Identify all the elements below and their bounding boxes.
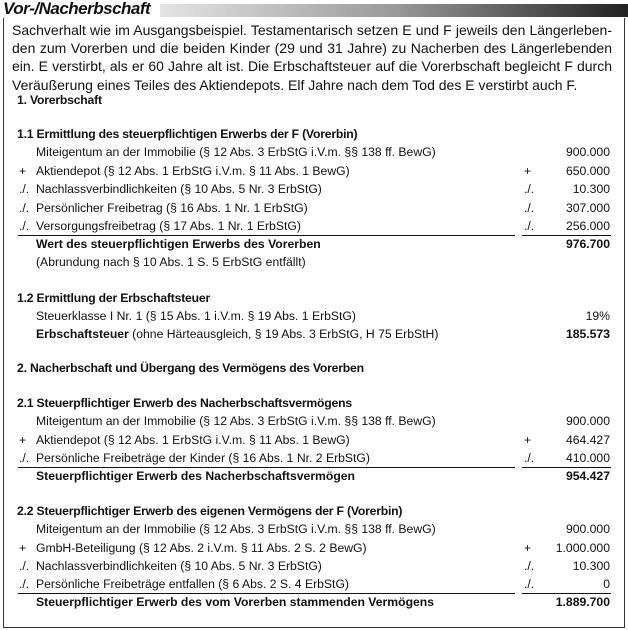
sign-left: ./. [19, 559, 30, 573]
row-label: Persönliche Freibeträge entfallen (§ 6 Abs. 2 S. 4 ErbStG) [36, 577, 349, 591]
table-row [0, 180, 628, 198]
page-title: Vor-/Nacherbschaft [3, 0, 151, 18]
sign-left: ./. [19, 201, 30, 215]
row-value: 410.000 [565, 451, 610, 465]
tax-row [0, 325, 628, 343]
total-value: 954.427 [565, 469, 610, 483]
sign-right: ./. [524, 219, 535, 233]
total-value: 1.889.700 [555, 595, 610, 609]
sign-right: ./. [524, 577, 535, 591]
table-row [0, 557, 628, 575]
subsection-heading: 2.2 Steuerpflichtiger Erwerb des eigenen Vermögens der F (Vorerbin) [17, 504, 403, 518]
table-row [0, 412, 628, 430]
sign-right: ./. [524, 559, 535, 573]
sign-left: + [19, 541, 27, 555]
sign-right: ./. [524, 182, 535, 196]
row-value: 650.000 [565, 164, 610, 178]
total-label: Steuerpflichtiger Erwerb des Nacherbschaftsvermögen [36, 469, 356, 483]
row-value: 1.000.000 [555, 541, 610, 555]
sign-left: ./. [19, 577, 30, 591]
row-value: 19% [585, 309, 610, 323]
row-label: Aktiendepot (§ 12 Abs. 1 ErbStG i.V.m. § 11 Abs. 1 BewG) [36, 164, 350, 178]
total-value: 976.700 [565, 237, 610, 251]
sign-left: + [19, 433, 27, 447]
total-label: Wert des steuerpflichtigen Erwerbs des Vorerben [36, 237, 321, 251]
row-label: Miteigentum an der Immobilie (§ 12 Abs. 3 ErbStG i.V.m. §§ 138 ff. BewG) [36, 522, 436, 536]
row-value: 0 [603, 577, 610, 591]
sign-left: ./. [19, 182, 30, 196]
sign-right: ./. [524, 201, 535, 215]
row-label: Miteigentum an der Immobilie (§ 12 Abs. 3 ErbStG i.V.m. §§ 138 ff. BewG) [36, 414, 436, 428]
row-label: Miteigentum an der Immobilie (§ 12 Abs. 3 ErbStG i.V.m. §§ 138 ff. BewG) [36, 145, 436, 159]
row-value: 256.000 [565, 219, 610, 233]
section-heading: 2. Nacherbschaft und Übergang des Vermögens des Vorerben [17, 361, 364, 375]
sign-left: ./. [19, 451, 30, 465]
note: (Abrundung nach § 10 Abs. 1 S. 5 ErbStG entfällt) [36, 255, 306, 269]
sign-right: + [524, 433, 532, 447]
table-row [0, 539, 628, 557]
table-row [0, 217, 628, 235]
row-value: 307.000 [565, 201, 610, 215]
section-heading: 1. Vorerbschaft [17, 93, 102, 107]
table-row [0, 575, 628, 593]
row-label: GmbH-Beteiligung (§ 12 Abs. 2 i.V.m. § 11 Abs. 2 S. 2 BewG) [36, 541, 367, 555]
row-label: Nachlassverbindlichkeiten (§ 10 Abs. 5 Nr. 3 ErbStG) [36, 182, 322, 196]
sign-left: + [19, 164, 27, 178]
sign-left: ./. [19, 219, 30, 233]
intro-paragraph: Sachverhalt wie im Ausgangsbeispiel. Testamentarisch setzen E und F jeweils den Längerleben-den zum Vorerben und die beiden Kinder (29 und 31 Jahre) zu Nacherben des Längerlebenden ein. E verstirbt, als er 60 Jahre alt ist. Die Erbschaftsteuer auf die Vorerbschaft begleicht F durch Veräußerung eines Teiles des Aktiendepots. Elf Jahre nach dem Tod des E verstirbt auch F. [12, 22, 612, 93]
row-value: 10.300 [572, 182, 610, 196]
subsection-heading: 1.1 Ermittlung des steuerpflichtigen Erwerbs der F (Vorerbin) [17, 127, 358, 141]
row-label: Nachlassverbindlichkeiten (§ 10 Abs. 5 Nr. 3 ErbStG) [36, 559, 322, 573]
title-gradient-bar [160, 4, 628, 17]
sign-right: + [524, 541, 532, 555]
row-value: 900.000 [565, 522, 610, 536]
row-label: Persönliche Freibeträge der Kinder (§ 16 Abs. 1 Nr. 2 ErbStG) [36, 451, 370, 465]
table-row [0, 431, 628, 449]
subsection-heading: 1.2 Ermittlung der Erbschaftsteuer [17, 291, 210, 305]
sign-right: ./. [524, 451, 535, 465]
row-label: Steuerklasse I Nr. 1 (§ 15 Abs. 1 i.V.m. § 19 Abs. 1 ErbStG) [36, 309, 356, 323]
row-value: 900.000 [565, 145, 610, 159]
row-value: 900.000 [565, 414, 610, 428]
row-label: Versorgungsfreibetrag (§ 17 Abs. 1 Nr. 1 ErbStG) [36, 219, 301, 233]
subsection-heading: 2.1 Steuerpflichtiger Erwerb des Nacherbschaftsvermögens [17, 396, 352, 410]
sign-right: + [524, 164, 532, 178]
table-row [0, 520, 628, 538]
tax-label-bold: Erbschaftsteuer [36, 327, 129, 341]
total-row [0, 235, 628, 253]
total-label: Steuerpflichtiger Erwerb des vom Vorerben stammenden Vermögens [36, 595, 435, 609]
table-row [0, 162, 628, 180]
total-row [0, 467, 628, 485]
row-label: Persönlicher Freibetrag (§ 16 Abs. 1 Nr. 1 ErbStG) [36, 201, 308, 215]
row-label [36, 325, 438, 343]
table-row [0, 449, 628, 467]
tax-label-rest: (ohne Härteausgleich, § 19 Abs. 3 ErbStG, H 75 ErbStH) [128, 327, 439, 341]
total-row [0, 593, 628, 611]
table-row [0, 143, 628, 161]
row-label: Aktiendepot (§ 12 Abs. 1 ErbStG i.V.m. § 11 Abs. 1 BewG) [36, 433, 350, 447]
row-value: 464.427 [565, 433, 610, 447]
table-row [0, 307, 628, 325]
table-row [0, 199, 628, 217]
row-value: 185.573 [565, 327, 610, 341]
row-value: 10.300 [572, 559, 610, 573]
